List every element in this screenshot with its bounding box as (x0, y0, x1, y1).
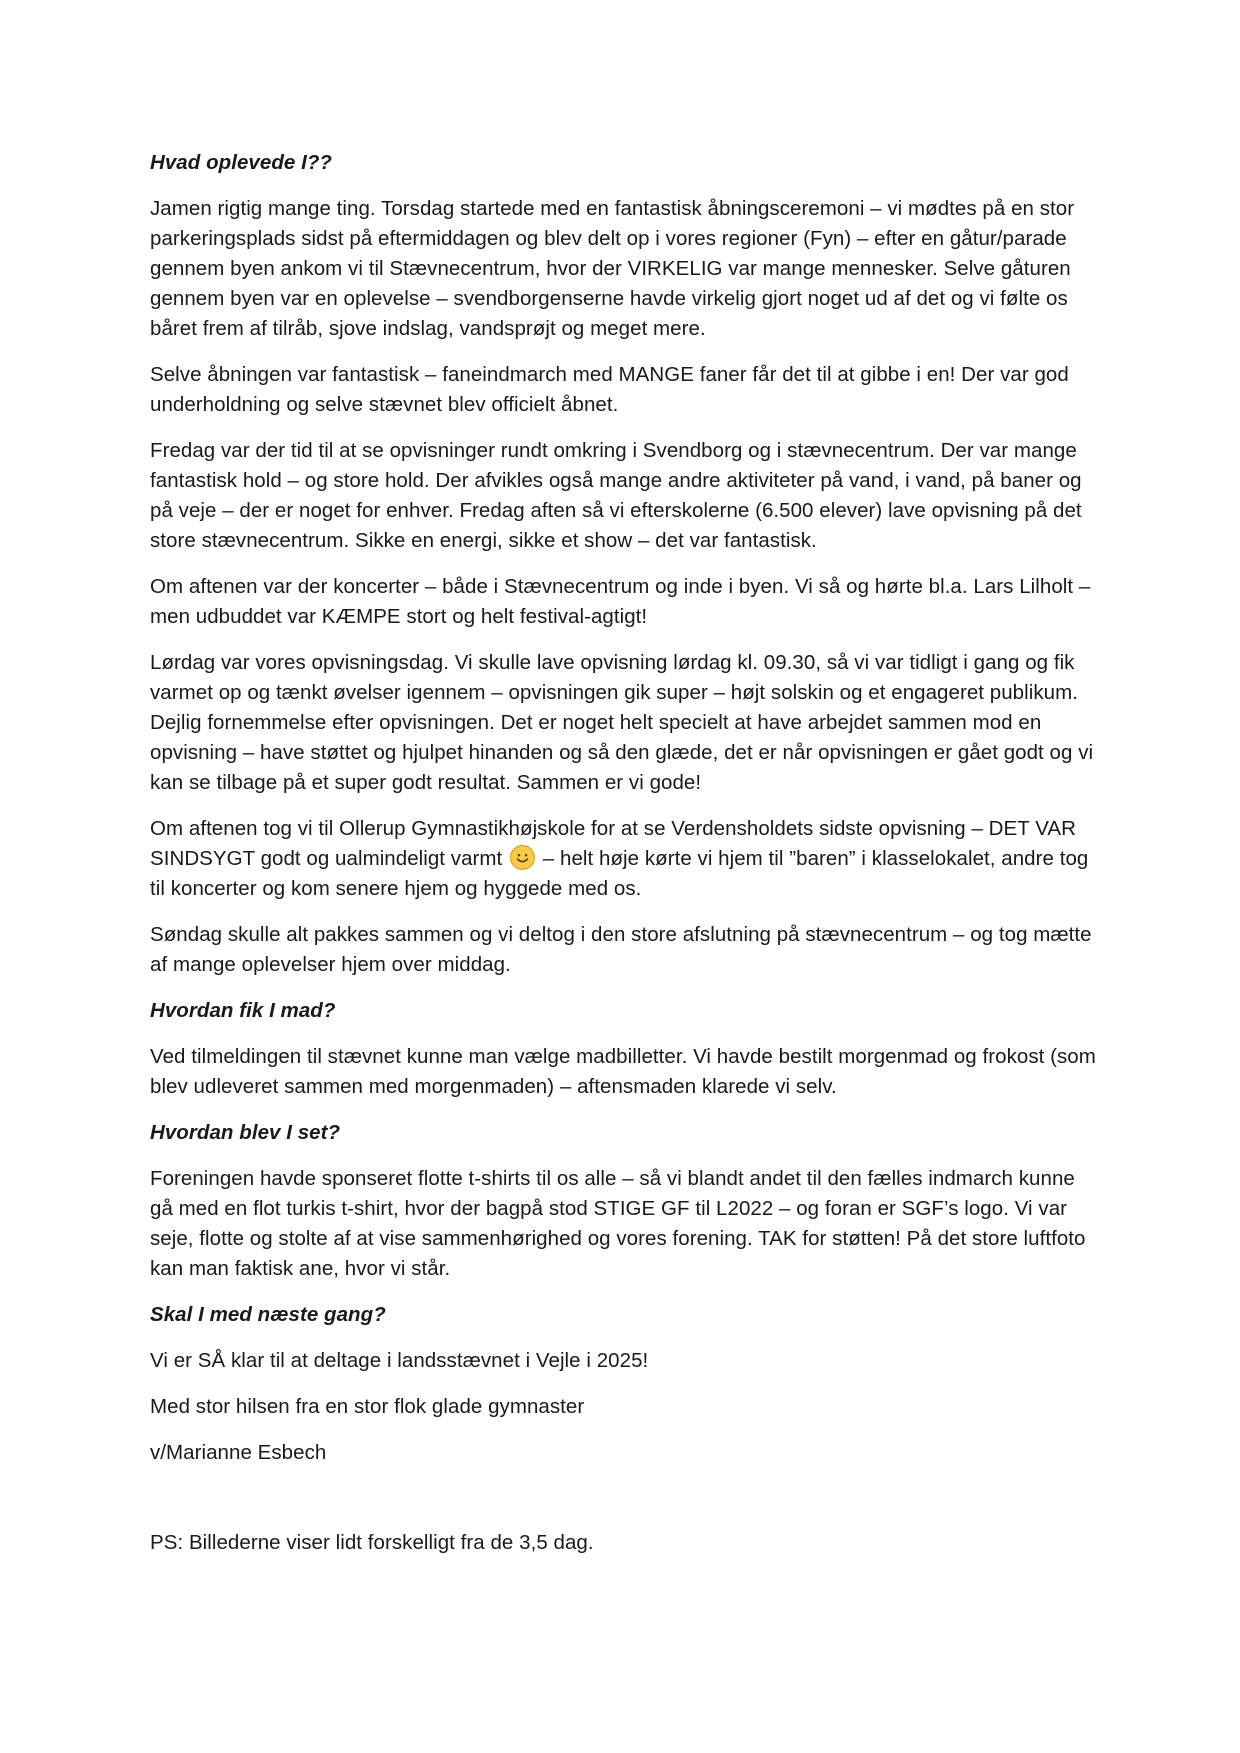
paragraph-friday: Fredag var der tid til at se opvisninger rundt omkring i Svendborg og i stævnecentrum. Der var mange fantastisk hold – og store hold. Der afvikles også mange andre aktiviteter på vand, i vand, på baner og på veje – der er noget for enhver. Fredag aften så vi efterskolerne (6.500 elever) lave opvisning på det store stævnecentrum. Sikke en energi, sikke et show – det var fantastisk. (150, 439, 1082, 552)
paragraph-tshirts: Foreningen havde sponseret flotte t-shirts til os alle – så vi blandt andet til den fælles indmarch kunne gå med en flot turkis t-shirt, hvor der bagpå stod STIGE GF til L2022 – og foran er SGF’s logo. Vi var seje, flotte og stolte af at vise sammenhørighed og vores forening. TAK for støtten! På det store luftfoto kan man faktisk ane, hvor vi står. (150, 1167, 1086, 1280)
paragraph-vejle: Vi er SÅ klar til at deltage i landsstævnet i Vejle i 2025! (150, 1349, 649, 1372)
paragraph-greeting: Med stor hilsen fra en stor flok glade gymnaster (150, 1395, 585, 1418)
document-page (150, 148, 1100, 1574)
heading-what-experienced: Hvad oplevede I?? (150, 151, 332, 174)
paragraph-ollerup (150, 814, 1100, 904)
paragraph-ollerup-part2: – helt høje kørte vi hjem til ”baren” i klasselokalet, andre tog til koncerter og kom senere hjem og hyggede med os. (150, 847, 1089, 900)
heading-food: Hvordan fik I mad? (150, 999, 336, 1022)
spacer (150, 1484, 1100, 1528)
paragraph-signature: v/Marianne Esbech (150, 1441, 327, 1464)
paragraph-ps: PS: Billederne viser lidt forskelligt fra de 3,5 dag. (150, 1531, 594, 1554)
paragraph-opening: Selve åbningen var fantastisk – faneindmarch med MANGE faner får det til at gibbe i en! Der var god underholdning og selve stævnet blev officielt åbnet. (150, 363, 1069, 416)
paragraph-opening-ceremony: Jamen rigtig mange ting. Torsdag startede med en fantastisk åbningsceremoni – vi mødtes på en stor parkeringsplads sidst på eftermiddagen og blev delt op i vores regioner (Fyn) – efter en gåtur/parade gennem byen ankom vi til Stævnecentrum, hvor der VIRKELIG var mange mennesker. Selve gåturen gennem byen var en oplevelse – svendborgenserne havde virkelig gjort noget ud af det og vi følte os båret frem af tilråb, sjove indslag, vandsprøjt og meget mere. (150, 197, 1075, 340)
paragraph-food: Ved tilmeldingen til stævnet kunne man vælge madbilletter. Vi havde bestilt morgenmad og frokost (som blev udleveret sammen med morgenmaden) – aftensmaden klarede vi selv. (150, 1045, 1096, 1098)
smiling-face-icon (510, 845, 535, 870)
paragraph-concerts: Om aftenen var der koncerter – både i Stævnecentrum og inde i byen. Vi så og hørte bl.a. Lars Lilholt – men udbuddet var KÆMPE stort og helt festival-agtigt! (150, 575, 1091, 628)
heading-next-time: Skal I med næste gang? (150, 1303, 386, 1326)
paragraph-saturday: Lørdag var vores opvisningsdag. Vi skulle lave opvisning lørdag kl. 09.30, så vi var tidligt i gang og fik varmet op og tænkt øvelser igennem – opvisningen gik super – højt solskin og et engageret publikum. Dejlig fornemmelse efter opvisningen. Det er noget helt specielt at have arbejdet sammen mod en opvisning – have støttet og hjulpet hinanden og så den glæde, det er når opvisningen er gået godt og vi kan se tilbage på et super godt resultat. Sammen er vi gode! (150, 651, 1094, 794)
paragraph-sunday: Søndag skulle alt pakkes sammen og vi deltog i den store afslutning på stævnecentrum – og tog mætte af mange oplevelser hjem over middag. (150, 923, 1092, 976)
heading-seen: Hvordan blev I set? (150, 1121, 341, 1144)
paragraph-ollerup-part1: Om aftenen tog vi til Ollerup Gymnastikhøjskole for at se Verdensholdets sidste opvisning – DET VAR SINDSYGT godt og ualmindeligt varmt (150, 817, 1076, 870)
